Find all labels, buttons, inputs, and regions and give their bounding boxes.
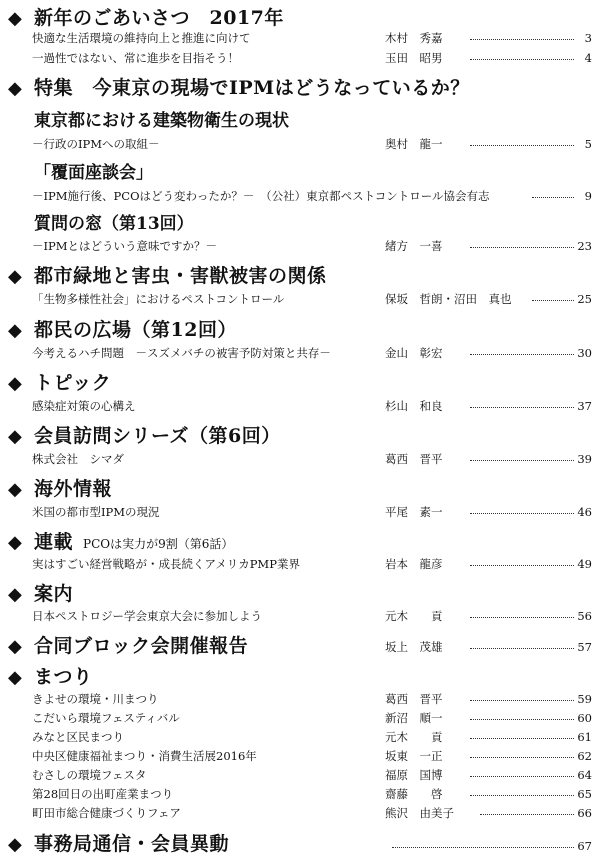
dot-leader [470,39,574,40]
entry-title: 第28回日の出町産業まつり [32,787,174,801]
dot-leader [470,565,574,566]
diamond-icon: ◆ [8,426,23,447]
entry-author: 葛西 晋平 [385,692,443,706]
entry-author: 金山 彰宏 [385,346,443,360]
diamond-icon: ◆ [8,834,23,855]
dot-leader [532,300,574,301]
entry-title: 米国の都市型IPMの現況 [32,505,160,519]
series-subtitle: PCOは実力が9割（第6話） [83,537,234,551]
entry-title: むさしの環境フェスタ [32,768,147,782]
entry-page: 39 [577,452,592,466]
diamond-icon: ◆ [8,584,23,605]
entry-page: 64 [577,768,592,782]
entry-page: 62 [577,749,592,763]
section-heading [8,318,237,343]
section-title: 案内 [34,583,74,605]
entry-title: －IPMとはどういう意味ですか？－ [32,239,218,253]
entry-page: 30 [577,346,592,360]
entry-title: 日本ペストロジー学会東京大会に参加しよう [32,609,262,623]
toc-entry[interactable] [32,729,592,746]
entry-author: 杉山 和良 [385,399,443,413]
toc-entry[interactable] [32,30,592,47]
entry-page: 3 [584,31,592,45]
dot-leader [470,719,574,720]
entry-title: 実はすごい経営戦略が・成長続くアメリカPMP業界 [32,557,300,571]
entry-page: 9 [584,189,592,203]
entry-page: 4 [584,51,592,65]
toc-entry[interactable] [32,504,592,521]
toc-entry[interactable] [32,345,592,362]
section-title: 連載 [34,531,74,553]
dot-leader [470,460,574,461]
entry-author: 木村 秀嘉 [385,31,443,45]
sub-heading: 質問の窓（第13回） [34,214,194,234]
entry-author: 元木 貢 [385,609,443,623]
toc-entry[interactable] [32,238,592,255]
section-title: まつり [34,666,93,688]
entry-page: 60 [577,711,592,725]
section-heading [8,371,111,396]
dot-leader [480,814,574,815]
section-heading [8,665,93,690]
entry-page: 59 [577,692,592,706]
entry-page: 23 [577,239,592,253]
entry-title: 中央区健康福祉まつり・消費生活展2016年 [32,749,257,763]
entry-page: 66 [577,806,592,820]
dot-leader [470,407,574,408]
diamond-icon: ◆ [8,320,23,341]
toc-entry[interactable] [32,748,592,765]
sub-heading: 「覆面座談会」 [34,163,153,183]
toc-entry[interactable] [32,556,592,573]
dot-leader [470,59,574,60]
section-heading [8,582,73,607]
diamond-icon: ◆ [8,479,23,500]
entry-page: 65 [577,787,592,801]
entry-title: みなと区民まつり [32,730,124,744]
section-heading [8,264,327,289]
toc-entry[interactable] [32,639,592,656]
toc-entry[interactable] [32,710,592,727]
section-heading [8,424,281,449]
entry-title: 一過性ではない、常に進歩を目指そう！ [32,51,239,65]
entry-author: 元木 貢 [385,730,443,744]
diamond-icon: ◆ [8,8,23,29]
section-title: 都市緑地と害虫・害獣被害の関係 [34,265,327,287]
entry-title: 感染症対策の心構え [32,399,136,413]
toc-entry[interactable] [32,786,592,803]
entry-page: 37 [577,399,592,413]
dot-leader [470,738,574,739]
dot-leader [470,757,574,758]
dot-leader [470,513,574,514]
entry-title: 町田市総合健康づくりフェア [32,806,181,820]
entry-author: 福原 国博 [385,768,443,782]
entry-author: 熊沢 由美子 [385,806,454,820]
toc-entry[interactable] [32,398,592,415]
dot-leader [470,617,574,618]
toc-entry[interactable] [32,136,592,153]
entry-author: 岩本 龍彦 [385,557,443,571]
toc-entry[interactable] [32,805,592,822]
entry-page: 56 [577,609,592,623]
diamond-icon: ◆ [8,636,23,657]
toc-entry[interactable] [32,691,592,708]
toc-entry[interactable] [32,50,592,67]
entry-author: 奥村 龍一 [385,137,443,151]
entry-author: 平尾 素一 [385,505,443,519]
dot-leader [470,145,574,146]
toc-entry[interactable] [32,608,592,625]
diamond-icon: ◆ [8,78,23,99]
entry-title: 「生物多様性社会」におけるペストコントロール [32,292,285,306]
entry-author: 新沼 順一 [385,711,443,725]
diamond-icon: ◆ [8,532,23,553]
entry-page: 57 [577,640,592,654]
entry-title: こだいら環境フェスティバル [32,711,180,725]
entry-author: 保坂 哲朗・沼田 真也 [385,292,512,306]
entry-author: 葛西 晋平 [385,452,443,466]
toc-entry[interactable] [32,838,592,855]
dot-leader [470,247,574,248]
entry-title: 株式会社 シマダ [32,452,124,466]
entry-page: 61 [577,730,592,744]
section-title: 合同ブロック会開催報告 [34,635,249,657]
dot-leader [470,700,574,701]
entry-title: －IPM施行後、PCOはどう変わったか？－ （公社）東京都ペストコントロール協会有志 [32,189,490,203]
dot-leader [532,197,574,198]
diamond-icon: ◆ [8,373,23,394]
diamond-icon: ◆ [8,667,23,688]
entry-page: 67 [577,839,592,853]
entry-author: 坂上 茂雄 [385,640,443,654]
toc-entry[interactable] [32,767,592,784]
toc-entry[interactable] [32,188,592,205]
dot-leader [470,648,574,649]
section-title: 特集 今東京の現場でIPMはどうなっているか？ [34,77,470,99]
dot-leader [392,847,574,848]
toc-entry[interactable] [32,451,592,468]
section-heading [8,6,284,31]
entry-page: 46 [577,505,592,519]
toc-entry[interactable] [32,291,592,308]
section-title: 事務局通信・会員異動 [34,833,230,855]
entry-title: 快適な生活環境の維持向上と推進に向けて [32,31,251,45]
entry-author: 玉田 昭男 [385,51,443,65]
section-heading [8,530,233,556]
section-title: 会員訪問シリーズ（第6回） [34,425,281,447]
entry-author: 坂東 一正 [385,749,443,763]
entry-title: きよせの環境・川まつり [32,692,159,706]
section-title: 都民の広場（第12回） [34,319,237,341]
section-title: トピック [34,372,112,394]
dot-leader [470,776,574,777]
section-title: 海外情報 [34,478,113,500]
entry-page: 5 [584,137,592,151]
section-heading [8,76,470,101]
entry-page: 25 [577,292,592,306]
dot-leader [470,354,574,355]
dot-leader [470,795,574,796]
entry-author: 緒方 一喜 [385,239,443,253]
sub-heading: 東京都における建築物衛生の現状 [34,111,289,131]
entry-author: 齋藤 啓 [385,787,443,801]
entry-title: 今考えるハチ問題 －スズメバチの被害予防対策と共存－ [32,346,331,360]
diamond-icon: ◆ [8,266,23,287]
section-heading [8,477,112,502]
entry-title: －行政のIPMへの取組－ [32,137,160,151]
entry-page: 49 [577,557,592,571]
section-title: 新年のごあいさつ 2017年 [34,7,284,29]
